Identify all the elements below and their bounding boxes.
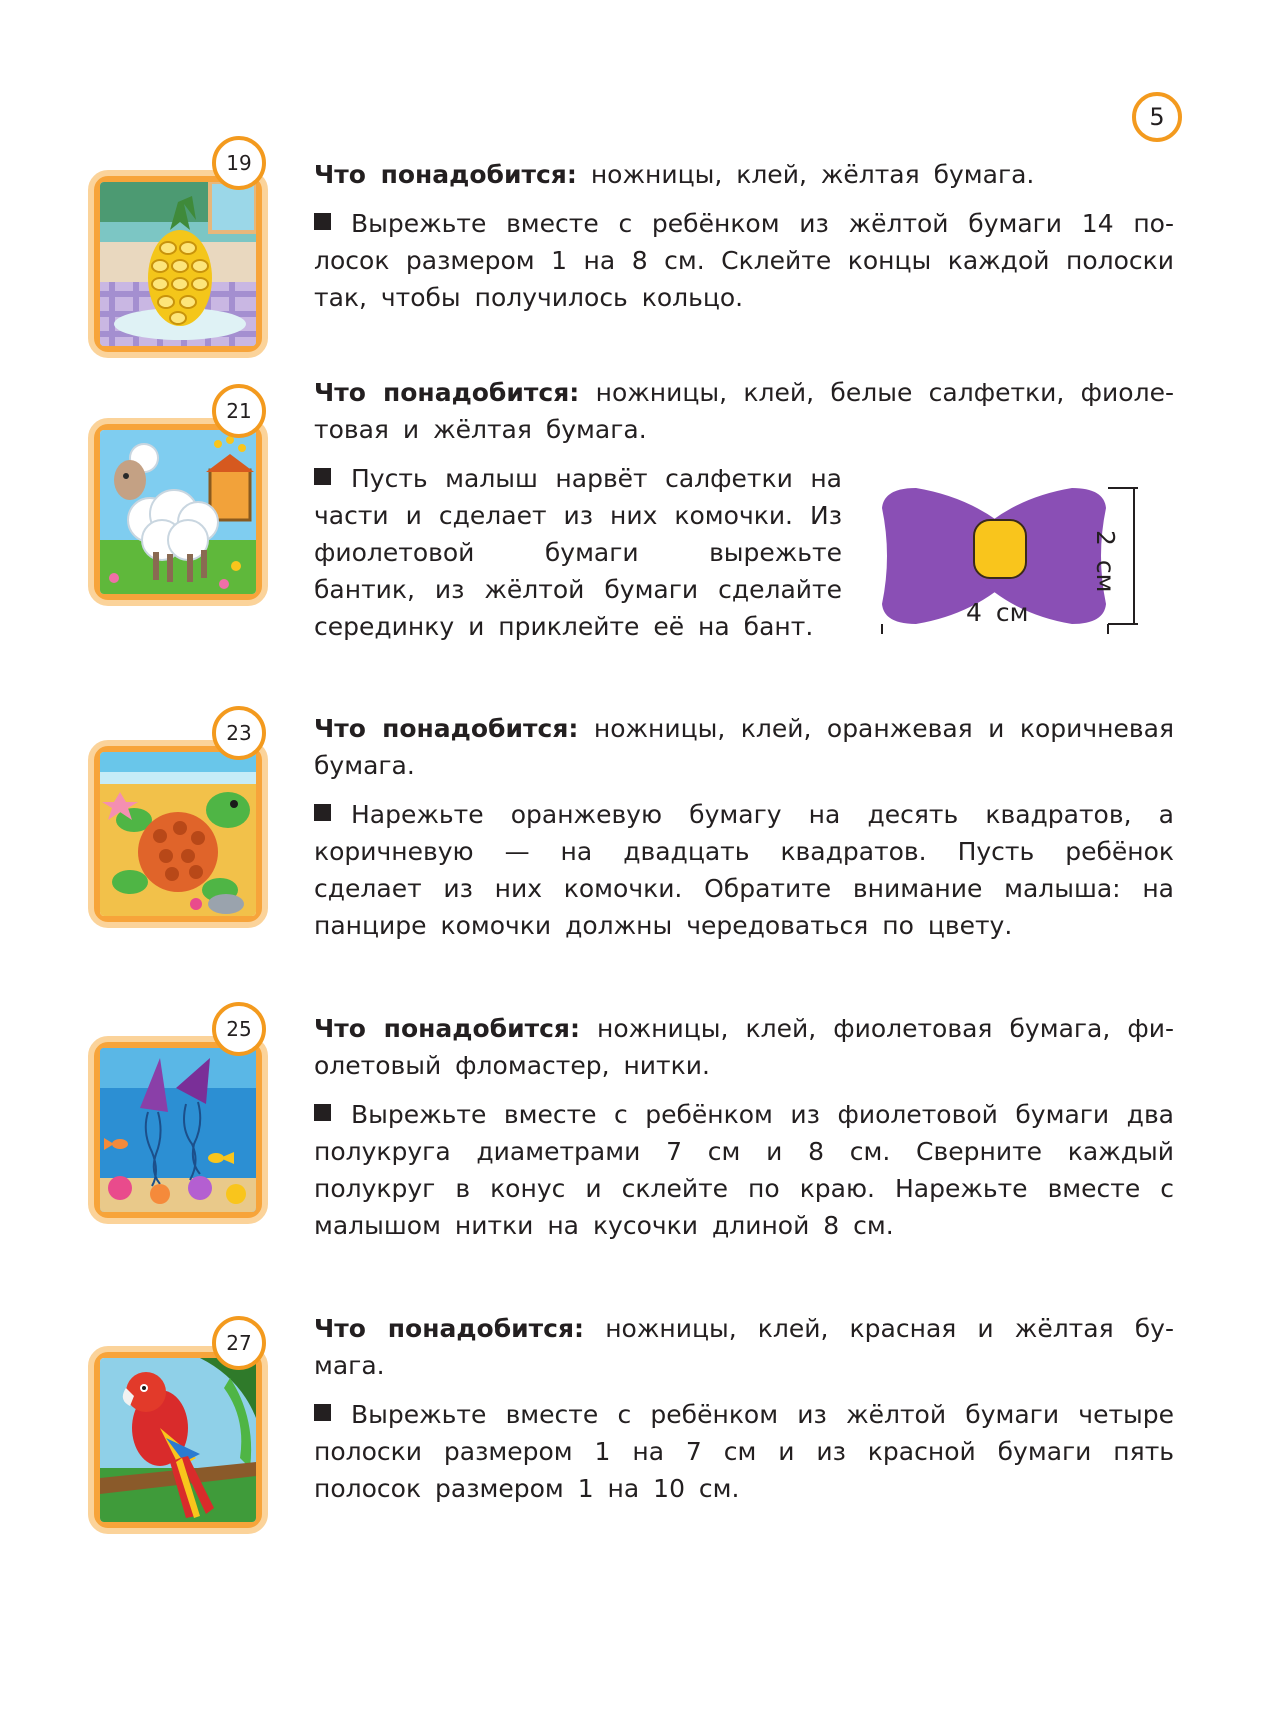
instructions-text: Вырежьте вместе с ребёнком из жёлтой бумаги 14 полосок размером 1 на 8 см. Склейте концы каждой полоски так, чтобы получилось кольцо. xyxy=(314,209,1174,312)
bow-width-label: 4 см xyxy=(966,598,1029,627)
turtle-thumbnail xyxy=(88,740,268,928)
materials-label: Что понадобится: xyxy=(314,378,580,407)
page-number: 5 xyxy=(1132,92,1182,142)
bullet-square-icon xyxy=(314,213,331,230)
jellyfish-picture xyxy=(100,1048,256,1212)
parrot-picture xyxy=(100,1358,256,1522)
sheep-thumbnail xyxy=(88,418,268,606)
materials-label: Что понадобится: xyxy=(314,1314,585,1343)
materials-text: ножницы, клей, красная и жёлтая бумага. xyxy=(314,1314,1174,1380)
materials-text: ножницы, клей, оранжевая и коричневая бумага. xyxy=(314,714,1174,780)
materials-text: ножницы, клей, жёлтая бумага. xyxy=(590,160,1035,189)
item-number-badge: 23 xyxy=(212,706,266,760)
materials-text: ножницы, клей, белые салфетки, фиолетовая и жёлтая бумага. xyxy=(314,378,1174,444)
instructions-text: Вырежьте вместе с ребёнком из фиолетовой бумаги два полукруга диаметрами 7 см и 8 см. Сверните каждый полукруг в конус и склейте по краю. Нарежьте вместе с малышом нитки на кусочки длиной 8 см. xyxy=(314,1100,1174,1240)
instructions-text: Нарежьте оранжевую бумагу на десять квадратов, а коричневую — на двадцать квадратов. Пусть ребёнок сделает из них комочки. Обратите внимание малыша: на панцире комочки должны чередоваться по цвету. xyxy=(314,800,1174,940)
materials-text: ножницы, клей, фиолетовая бумага, фиолетовый фломастер, нитки. xyxy=(314,1014,1174,1080)
jellyfish-thumbnail xyxy=(88,1036,268,1224)
item-number-badge: 27 xyxy=(212,1316,266,1370)
instructions-text: Пусть малыш нарвёт салфетки на части и сделает из них комочки. Из фиолетовой бумаги вырежьте бантик, из жёлтой бумаги сделайте серединку и приклейте её на бант. xyxy=(314,464,842,641)
materials-label: Что понадобится: xyxy=(314,714,579,743)
parrot-thumbnail xyxy=(88,1346,268,1534)
sheep-picture xyxy=(100,430,256,594)
bullet-square-icon xyxy=(314,804,331,821)
bow-height-label: 2 см xyxy=(1091,530,1120,593)
bullet-square-icon xyxy=(314,468,331,485)
item-number-badge: 19 xyxy=(212,136,266,190)
item-number-badge: 21 xyxy=(212,384,266,438)
turtle-picture xyxy=(100,752,256,916)
bullet-square-icon xyxy=(314,1404,331,1421)
instructions-text: Вырежьте вместе с ребёнком из жёлтой бумаги четыре полоски размером 1 на 7 см и из красной бумаги пять полосок размером 1 на 10 см. xyxy=(314,1400,1174,1503)
pineapple-picture xyxy=(100,182,256,346)
item-number-badge: 25 xyxy=(212,1002,266,1056)
materials-label: Что понадобится: xyxy=(314,160,577,189)
bullet-square-icon xyxy=(314,1104,331,1121)
pineapple-thumbnail xyxy=(88,170,268,358)
materials-label: Что понадобится: xyxy=(314,1014,580,1043)
